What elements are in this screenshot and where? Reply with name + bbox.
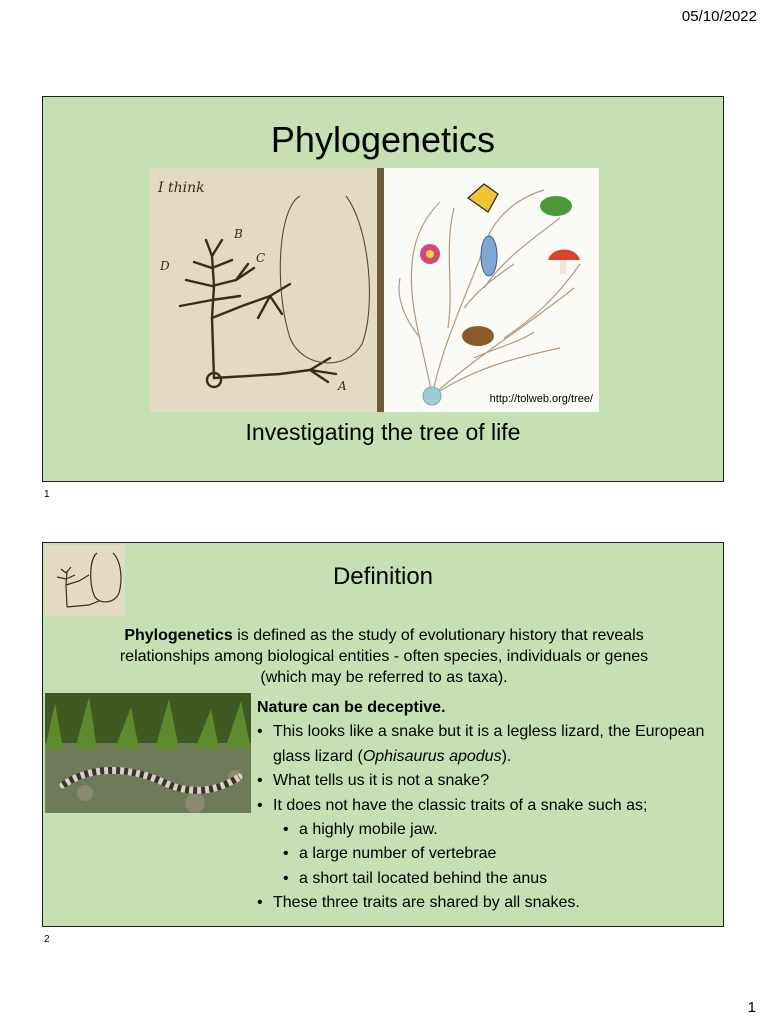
page-number: 1 [747,999,756,1016]
sub-bullet-item: • a short tail located behind the anus [257,867,723,891]
slide-1 [42,96,724,482]
sketch-letter-a: A [338,379,347,393]
tol-url: http://tolweb.org/tree/ [489,393,593,405]
bullet-item: • This looks like a snake but it is a legless lizard, the European glass lizard (Ophisaurus apodus). [257,720,723,769]
slide-subtitle: Investigating the tree of life [245,419,521,445]
slide-number-2: 2 [44,934,50,945]
slide-title: Phylogenetics [270,119,496,160]
slide-2 [42,542,724,927]
content-heading: Nature can be deceptive. [257,699,446,716]
bullet-item: • What tells us it is not a snake? [257,769,723,793]
header-date: 05/10/2022 [681,8,757,25]
definition-term: Phylogenetics [124,627,233,644]
bullet-item: • It does not have the classic traits of a snake such as; [257,794,723,818]
slide-title: Definition [332,563,434,590]
bullet-item: • These three traits are shared by all snakes. [257,891,723,915]
sketch-letter-b: B [234,227,243,241]
slide-number-1: 1 [44,489,50,500]
sketch-caption: I think [158,180,205,196]
definition-body: is defined as the study of evolutionary history that reveals relationships among biological entities - often species, individuals or genes (which may be referred to as taxa). [119,627,649,686]
glass-lizard-photo [45,693,251,813]
sub-bullet-item: • a highly mobile jaw. [257,818,723,842]
slide-content [257,696,723,916]
sketch-letter-c: C [256,251,266,265]
darwin-tree-sketch-image [150,168,384,412]
sub-bullet-item: • a large number of vertebrae [257,842,723,866]
definition-text [103,625,665,688]
sketch-letter-d: D [160,259,170,273]
species-name: Ophisaurus apodus [362,747,502,765]
tree-of-life-image [384,168,599,412]
